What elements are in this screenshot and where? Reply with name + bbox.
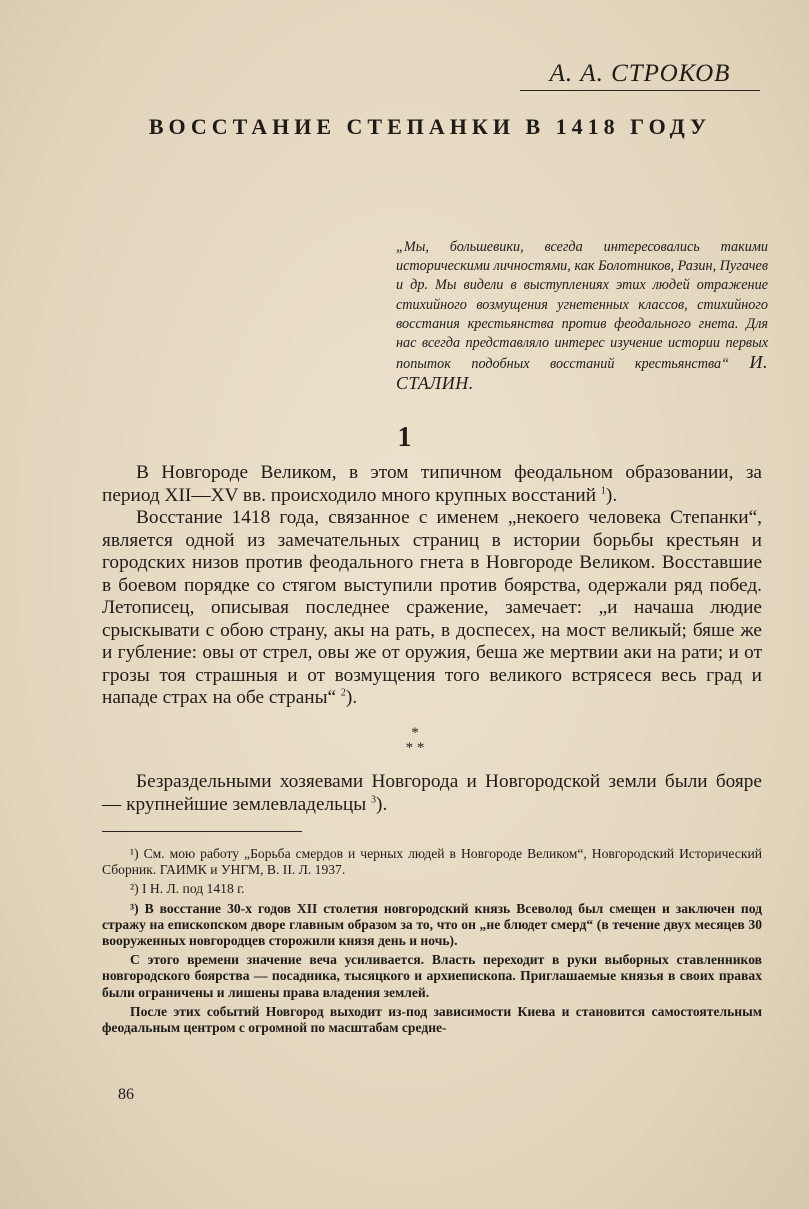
footnotes — [102, 846, 762, 1039]
main-text-continued — [102, 770, 762, 816]
article-title: ВОССТАНИЕ СТЕПАНКИ В 1418 ГОДУ — [148, 114, 712, 139]
epigraph-quote: „Мы, большевики, всегда интересовались такими историческими личностями, как Болотников, Разин, Пугачев и др. Мы видели в выступлениях этих людей отражение стихийного возмущения угнетенных классов, стихийного восстания крестьянства против феодального гнета. Для нас всегда представляло интерес изучение истории первых попыток подобных восстаний крестьянства“ — [396, 239, 768, 373]
section-divider-asterisks: * * * — [405, 725, 425, 756]
paragraph-3: Безраздельными хозяевами Новгорода и Новгородской земли были бояре — крупнейшие землевладельцы $^3$). — [102, 771, 762, 815]
footnote-3-continued: С этого времени значение веча усиливается. Власть переходит в руки выборных ставленников новгородского боярства — посадника, тысяцкого и архиепископа. Приглашаемые князья в своих правах были ограничены и лишены права владения землей. — [102, 952, 762, 1000]
section-number: 1 — [397, 422, 412, 453]
paragraph-1: В Новгороде Великом, в этом типичном феодальном образовании, за период XII—XV вв. происходило много крупных восстаний $^1$). — [102, 462, 762, 506]
footnote-ref[interactable]: 1 — [600, 485, 606, 497]
paragraph-2: Восстание 1418 года, связанное с именем „некоего человека Степанки“, является одной из замечательных страниц в истории борьбы крестьян и городских низов против феодального гнета в Новгороде Великом. Восставшие в боевом порядке со стягом выступили против боярства, одержали ряд побед. Летописец, описывая последнее сражение, замечает: „и начаша людие срыскывати с обою страну, акы на рать, в доспесех, на мост великый; бяше же и губление: овы от стрел, овы же от оружия, беша же мертвии аки на рати; и от грозы тоя страшныя и от возмущения того великого встрясеся весь град и нападе страх на обе страны“ $^2$). — [102, 507, 762, 708]
footnote-1: ¹) См. мою работу „Борьба смердов и черных людей в Новгороде Великом“, Новгородский Исторический Сборник. ГАИМК и УНГМ, В. II. Л. 1937. — [102, 846, 762, 878]
main-text — [102, 462, 762, 710]
footnote-ref[interactable]: 3 — [371, 794, 377, 806]
footnote-2: ²) I Н. Л. под 1418 г. — [130, 881, 245, 897]
footnote-3-final: После этих событий Новгород выходит из-под зависимости Киева и становится самостоятельным феодальным центром с огромной по масштабам средне- — [102, 1003, 762, 1036]
epigraph-signature: И. СТАЛИН. — [396, 352, 768, 394]
footnote-ref[interactable]: 2 — [340, 687, 346, 699]
footnote-divider — [102, 831, 302, 832]
author-name: А. А. СТРОКОВ — [520, 60, 760, 91]
footnote-3: ³) В восстание 30-х годов XII столетия новгородский князь Всеволод был смещен и заключен под стражу на епископском дворе главным образом за то, что он „не блюдет смерд“ (в течение двух месяцев 30 вооруженных новгородцев сторожили князя день и ночь). — [102, 900, 762, 949]
page-number: 86 — [118, 1086, 134, 1103]
epigraph — [396, 238, 768, 396]
